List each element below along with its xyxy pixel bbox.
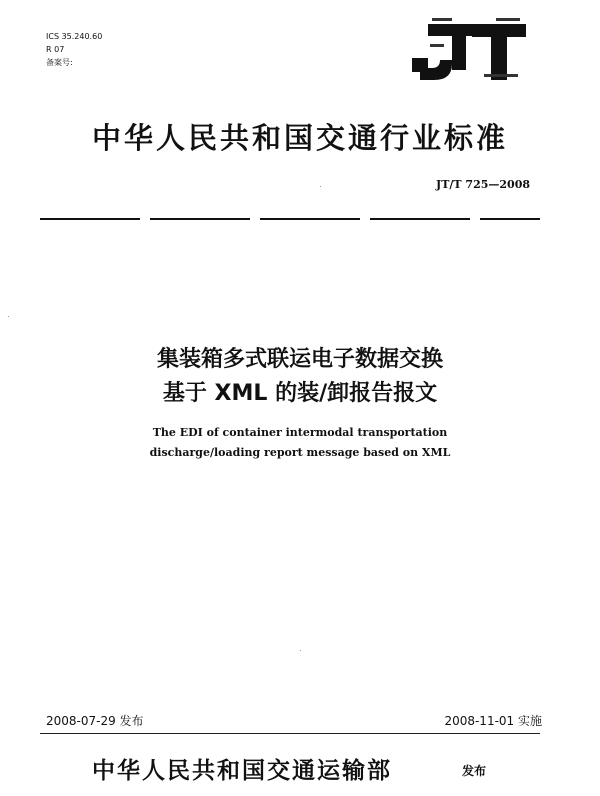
footer-divider xyxy=(40,733,540,734)
issue-label: 发布 xyxy=(462,764,487,778)
english-title-line-2: discharge/loading report message based on XML xyxy=(149,446,451,459)
header-divider xyxy=(40,218,540,220)
scan-speck xyxy=(320,186,321,187)
scan-speck xyxy=(300,650,301,651)
effective-date: 2008-11-01 实施 xyxy=(444,714,542,728)
scan-speck xyxy=(8,316,9,317)
jt-standard-logo-icon xyxy=(410,14,530,84)
record-number: 备案号: xyxy=(46,58,73,67)
document-title-line-1: 集装箱多式联运电子数据交换 xyxy=(156,347,443,372)
class-code: R 07 xyxy=(46,45,65,54)
publisher-name: 中华人民共和国交通运输部 xyxy=(92,757,392,784)
english-title-line-1: The EDI of container intermodal transportation xyxy=(152,426,448,439)
standard-series-title: 中华人民共和国交通行业标准 xyxy=(91,121,508,155)
jt-logo xyxy=(410,14,530,84)
release-date: 2008-07-29 发布 xyxy=(46,714,144,728)
ics-code: ICS 35.240.60 xyxy=(46,32,103,41)
document-title-line-2: 基于 XML 的装/卸报告报文 xyxy=(162,381,438,406)
classification-block xyxy=(46,30,102,69)
standard-code: JT/T 725—2008 xyxy=(436,178,530,191)
